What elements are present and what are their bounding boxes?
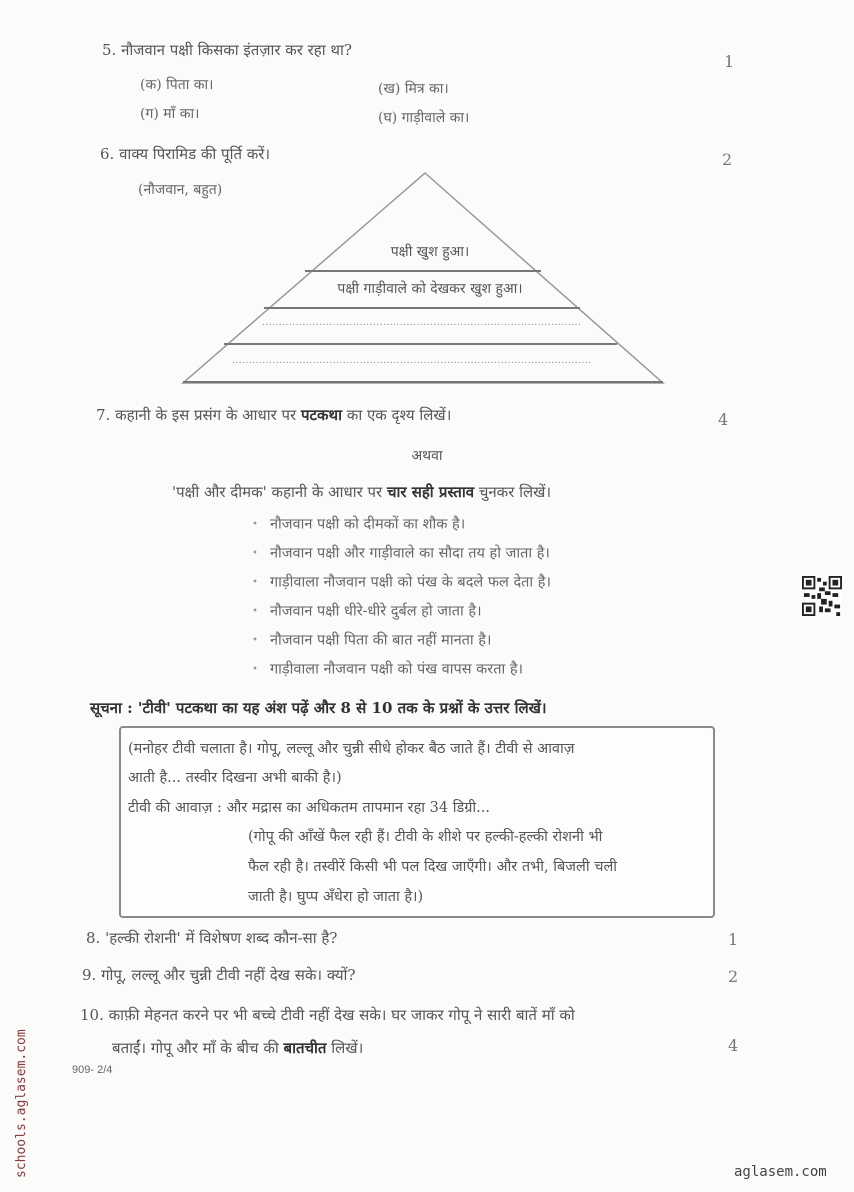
question-number: 6. [100,145,115,163]
pyramid-row-4-blank[interactable]: ........................................................................................................... [232,356,592,366]
passage-line: फैल रही है। तस्वीरें किसी भी पल दिख जाएँगी। और तभी, बिजली चली [248,859,618,875]
question-10-line-2: बताईं। गोपू और माँ के बीच की बातचीत लिखें। [112,1039,364,1057]
question-text: गोपू, लल्लू और चुन्नी टीवी नहीं देख सके। क्यों? [101,966,356,984]
page-code: 909- 2/4 [72,1064,113,1076]
proposition-list [252,510,551,684]
passage-line: (गोपू की आँखें फैल रही हैं। टीवी के शीशे पर हल्की-हल्की रोशनी भी [248,829,603,845]
passage-line: (मनोहर टीवी चलाता है। गोपू, लल्लू और चुन्नी सीधे होकर बैठ जाते हैं। टीवी से आवाज़ [128,741,575,757]
marks-q9: 2 [728,967,739,986]
question-9 [82,965,355,985]
passage-line: टीवी की आवाज़ : और मद्रास का अधिकतम तापमान रहा 34 डिग्री... [128,800,490,816]
marks-q8: 1 [728,930,739,949]
pyramid-row-3-blank[interactable]: ............................................................................................... [262,318,582,328]
question-10: 10. काफ़ी मेहनत करने पर भी बच्चे टीवी नहीं देख सके। घर जाकर गोपू ने सारी बातें माँ को [80,1006,575,1024]
question-number: 9. [82,966,97,984]
marks-q7: 4 [718,410,729,429]
marks-q5: 1 [724,52,735,71]
notice-instruction: सूचना : 'टीवी' पटकथा का यह अंश पढ़ें और 8 से 10 तक के प्रश्नों के उत्तर लिखें। [90,699,547,717]
list-item: • नौजवान पक्षी और गाड़ीवाले का सौदा तय हो जाता है। [252,539,551,568]
or-label: अथवा [411,448,443,464]
question-number: 5. [102,41,117,59]
marks-q10: 4 [728,1036,739,1055]
question-7: 7. कहानी के इस प्रसंग के आधार पर पटकथा का एक दृश्य लिखें। [96,406,452,424]
question-number: 10. [80,1006,104,1024]
list-item: • नौजवान पक्षी पिता की बात नहीं मानता है। [252,626,551,655]
question-text: 'हल्की रोशनी' में विशेषण शब्द कौन-सा है? [105,929,338,947]
question-7-alternative: 'पक्षी और दीमक' कहानी के आधार पर चार सही प्रस्ताव चुनकर लिखें। [172,483,552,501]
question-5 [102,40,352,60]
question-number: 8. [86,929,101,947]
passage-line: जाती है। घुप्प अँधेरा हो जाता है।) [248,889,424,905]
passage-line: आती है... तस्वीर दिखना अभी बाकी है।) [128,770,342,786]
question-text: वाक्य पिरामिड की पूर्ति करें। [119,145,271,163]
option-ka: (क) पिता का। [140,77,214,93]
qr-code-icon [802,576,842,616]
list-item: • नौजवान पक्षी को दीमकों का शौक है। [252,510,551,539]
question-text: नौजवान पक्षी किसका इंतज़ार कर रहा था? [121,41,352,59]
side-watermark: schools.aglasem.com [14,1029,29,1178]
pyramid-hint: (नौजवान, बहुत) [138,182,223,198]
corner-watermark: aglasem.com [734,1164,827,1180]
list-item: • नौजवान पक्षी धीरे-धीरे दुर्बल हो जाता है। [252,597,551,626]
question-6 [100,144,270,164]
option-kha: (ख) मित्र का। [378,81,449,97]
question-8 [86,928,337,948]
pyramid-row-1: पक्षी खुश हुआ। [390,244,470,260]
list-item: • गाड़ीवाला नौजवान पक्षी को पंख के बदले फल देता है। [252,568,551,597]
option-gha: (घ) गाड़ीवाले का। [378,110,470,126]
option-ga: (ग) माँ का। [140,106,200,122]
marks-q6: 2 [722,150,733,169]
question-number: 7. [96,406,111,424]
list-item: • गाड़ीवाला नौजवान पक्षी को पंख वापस करता है। [252,655,551,684]
pyramid-row-2: पक्षी गाड़ीवाले को देखकर खुश हुआ। [337,281,523,297]
